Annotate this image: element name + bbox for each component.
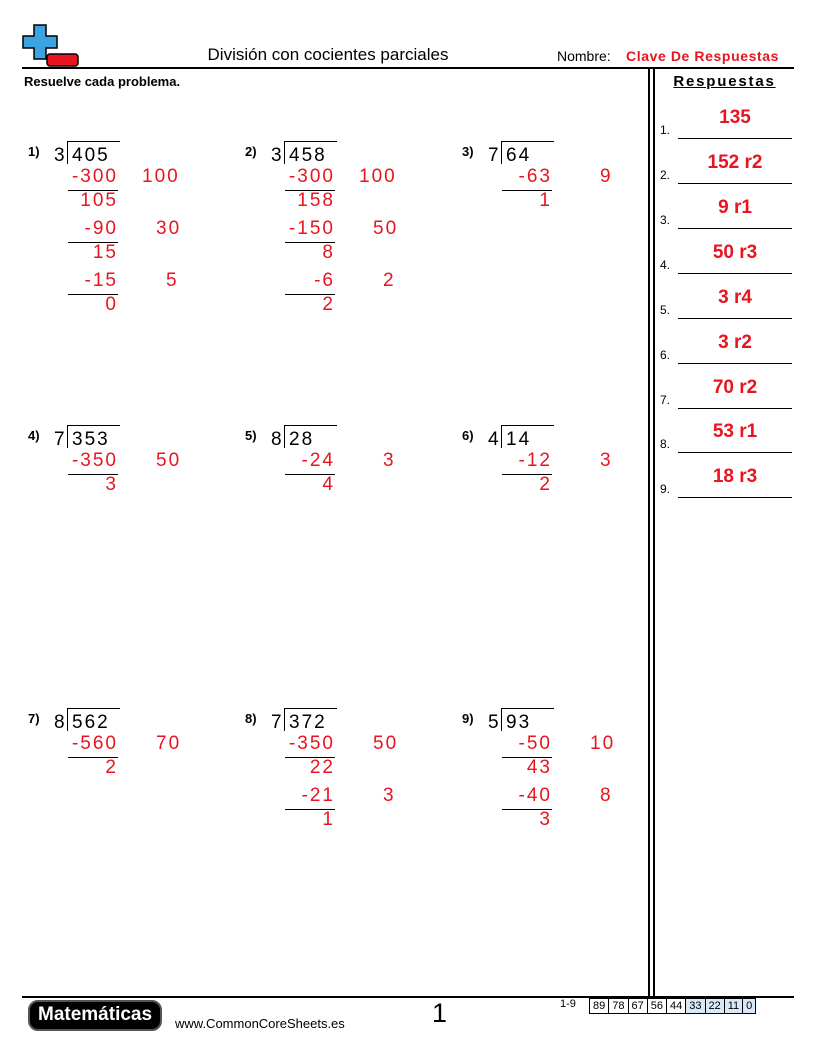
remainder-cell xyxy=(462,190,552,214)
answers-title: Respuestas xyxy=(673,73,776,90)
subtraction-value: -90 xyxy=(84,218,118,239)
problem xyxy=(245,428,445,668)
score-range-label: 1-9 xyxy=(560,998,576,1010)
problem-number: 3) xyxy=(462,144,474,159)
remainder-cell xyxy=(245,474,335,498)
problem-number: 7) xyxy=(28,711,40,726)
dividend: 28 xyxy=(289,429,315,450)
remainder-value: 15 xyxy=(92,242,118,263)
answer-number: 5. xyxy=(660,303,671,317)
answer-line xyxy=(678,452,792,453)
score-row xyxy=(590,999,756,1014)
partial-quotient: 8 xyxy=(600,785,613,806)
subtraction-cell xyxy=(462,733,552,757)
answer-value: 135 xyxy=(719,107,751,128)
answer-value: 152 r2 xyxy=(707,152,763,173)
problem-number: 2) xyxy=(245,144,257,159)
name-value: Clave De Respuestas xyxy=(626,48,780,64)
divisor: 7 xyxy=(271,712,284,733)
answer-value: 53 r1 xyxy=(712,421,758,442)
subtraction-value: -15 xyxy=(84,270,118,291)
score-cell: 67 xyxy=(628,999,647,1014)
remainder-cell xyxy=(245,294,335,318)
subtraction-cell xyxy=(28,218,118,242)
remainder-value: 4 xyxy=(322,474,335,495)
partial-quotient: 100 xyxy=(359,166,397,187)
divisor: 3 xyxy=(271,145,284,166)
site-url: www.CommonCoreSheets.es xyxy=(175,1016,345,1031)
partial-quotient: 50 xyxy=(373,218,399,239)
remainder-cell xyxy=(245,757,335,781)
answer-number: 3. xyxy=(660,213,671,227)
dividend: 405 xyxy=(72,145,110,166)
remainder-cell xyxy=(245,242,335,266)
subtraction-value: -560 xyxy=(71,733,118,754)
partial-quotient: 5 xyxy=(166,270,179,291)
answer-number: 4. xyxy=(660,258,671,272)
partial-quotient: 3 xyxy=(383,450,396,471)
name-label: Nombre: xyxy=(557,48,611,64)
subtraction-cell xyxy=(28,733,118,757)
score-cell: 0 xyxy=(743,999,756,1014)
remainder-value: 158 xyxy=(297,190,335,211)
subtraction-value: -150 xyxy=(288,218,335,239)
subtraction-value: -24 xyxy=(301,450,335,471)
score-cell: 78 xyxy=(609,999,628,1014)
subtraction-value: -6 xyxy=(314,270,335,291)
divisor: 8 xyxy=(54,712,67,733)
dividend: 458 xyxy=(289,145,327,166)
score-cell: 56 xyxy=(647,999,666,1014)
subtraction-cell xyxy=(245,218,335,242)
answer-line xyxy=(678,183,792,184)
partial-quotient: 100 xyxy=(142,166,180,187)
subtraction-value: -300 xyxy=(71,166,118,187)
subtraction-value: -350 xyxy=(71,450,118,471)
score-cell: 22 xyxy=(705,999,724,1014)
dividend: 562 xyxy=(72,712,110,733)
remainder-cell xyxy=(245,190,335,214)
partial-quotient: 3 xyxy=(600,450,613,471)
problem xyxy=(462,711,662,951)
remainder-cell xyxy=(462,757,552,781)
score-cell: 44 xyxy=(667,999,686,1014)
remainder-cell xyxy=(245,809,335,833)
partial-quotient: 10 xyxy=(590,733,616,754)
subtraction-cell xyxy=(245,450,335,474)
answer-number: 2. xyxy=(660,168,671,182)
answer-number: 7. xyxy=(660,393,671,407)
subtraction-cell xyxy=(245,166,335,190)
remainder-value: 3 xyxy=(105,474,118,495)
remainder-value: 22 xyxy=(309,757,335,778)
partial-quotient: 3 xyxy=(383,785,396,806)
worksheet-title: División con cocientes parciales xyxy=(207,45,449,64)
problem-number: 4) xyxy=(28,428,40,443)
dividend: 93 xyxy=(506,712,532,733)
partial-quotient: 30 xyxy=(156,218,182,239)
divisor: 5 xyxy=(488,712,501,733)
partial-quotient: 50 xyxy=(156,450,182,471)
answer-line xyxy=(678,138,792,139)
subtraction-cell xyxy=(462,785,552,809)
remainder-value: 2 xyxy=(105,757,118,778)
partial-quotient: 2 xyxy=(383,270,396,291)
answer-number: 6. xyxy=(660,348,671,362)
answer-value: 18 r3 xyxy=(712,466,758,487)
header-divider xyxy=(22,67,794,69)
problem xyxy=(245,144,445,384)
dividend: 64 xyxy=(506,145,532,166)
remainder-value: 0 xyxy=(105,294,118,315)
remainder-value: 8 xyxy=(322,242,335,263)
problem xyxy=(245,711,445,951)
answer-line xyxy=(678,408,792,409)
divisor: 7 xyxy=(488,145,501,166)
remainder-cell xyxy=(28,757,118,781)
remainder-value: 2 xyxy=(322,294,335,315)
instructions: Resuelve cada problema. xyxy=(24,74,181,89)
dividend: 14 xyxy=(506,429,532,450)
dividend: 372 xyxy=(289,712,327,733)
subtraction-value: -21 xyxy=(301,785,335,806)
partial-quotient: 70 xyxy=(156,733,182,754)
subtraction-cell xyxy=(28,450,118,474)
subtraction-value: -50 xyxy=(518,733,552,754)
answer-line xyxy=(678,273,792,274)
problem xyxy=(462,428,662,668)
problem-number: 9) xyxy=(462,711,474,726)
remainder-cell xyxy=(28,474,118,498)
subtraction-value: -300 xyxy=(288,166,335,187)
divisor: 4 xyxy=(488,429,501,450)
subtraction-cell xyxy=(462,450,552,474)
answer-line xyxy=(678,497,792,498)
score-cell: 89 xyxy=(590,999,609,1014)
subtraction-value: -350 xyxy=(288,733,335,754)
answer-number: 9. xyxy=(660,482,671,496)
problem xyxy=(28,428,228,668)
divisor: 8 xyxy=(271,429,284,450)
remainder-cell xyxy=(462,809,552,833)
subtraction-cell xyxy=(245,270,335,294)
partial-quotient: 9 xyxy=(600,166,613,187)
divisor: 3 xyxy=(54,145,67,166)
remainder-value: 105 xyxy=(80,190,118,211)
remainder-cell xyxy=(28,190,118,214)
score-cell: 11 xyxy=(724,999,742,1014)
problem-number: 8) xyxy=(245,711,257,726)
answer-line xyxy=(678,363,792,364)
remainder-value: 43 xyxy=(526,757,552,778)
subtraction-cell xyxy=(28,166,118,190)
subtraction-value: -40 xyxy=(518,785,552,806)
remainder-cell xyxy=(28,242,118,266)
problem xyxy=(462,144,662,384)
answer-value: 3 r2 xyxy=(718,332,752,353)
subtraction-cell xyxy=(245,733,335,757)
remainder-value: 2 xyxy=(539,474,552,495)
dividend: 353 xyxy=(72,429,110,450)
score-cell: 33 xyxy=(686,999,705,1014)
subtraction-cell xyxy=(462,166,552,190)
problem xyxy=(28,711,228,951)
remainder-cell xyxy=(462,474,552,498)
partial-quotient: 50 xyxy=(373,733,399,754)
remainder-cell xyxy=(28,294,118,318)
problem-number: 6) xyxy=(462,428,474,443)
answer-number: 1. xyxy=(660,123,671,137)
subtraction-value: -12 xyxy=(518,450,552,471)
subtraction-cell xyxy=(28,270,118,294)
answer-value: 9 r1 xyxy=(718,197,752,218)
divisor: 7 xyxy=(54,429,67,450)
problem-number: 5) xyxy=(245,428,257,443)
answer-value: 3 r4 xyxy=(718,287,752,308)
remainder-value: 1 xyxy=(539,190,552,211)
page-number: 1 xyxy=(432,998,448,1028)
subtraction-value: -63 xyxy=(518,166,552,187)
subtraction-cell xyxy=(245,785,335,809)
answer-line xyxy=(678,318,792,319)
answer-number: 8. xyxy=(660,437,671,451)
answer-line xyxy=(678,228,792,229)
answer-value: 70 r2 xyxy=(712,377,758,398)
remainder-value: 3 xyxy=(539,809,552,830)
remainder-value: 1 xyxy=(322,809,335,830)
problem xyxy=(28,144,228,384)
brand-badge: Matemáticas xyxy=(28,1000,162,1031)
problem-number: 1) xyxy=(28,144,40,159)
answer-value: 50 r3 xyxy=(712,242,758,263)
score-table xyxy=(589,998,756,1014)
